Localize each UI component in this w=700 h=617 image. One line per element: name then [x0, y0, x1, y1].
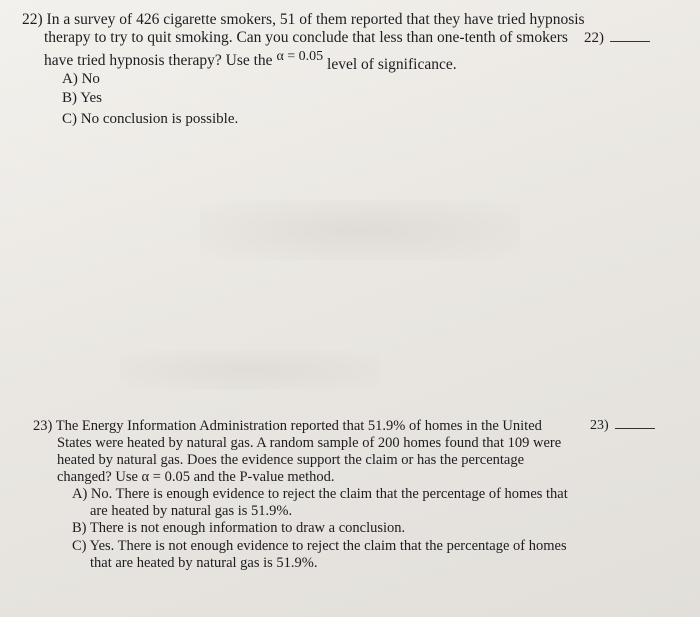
q23-line-1	[33, 418, 561, 435]
q22-choice-a[interactable]: A) No	[62, 71, 100, 87]
q23-line-3	[57, 452, 561, 469]
q23-answer-slot	[590, 418, 655, 434]
q23-text-3: heated by natural gas. Does the evidence support the claim or has the percentage	[57, 452, 525, 468]
q22-text-2: therapy to try to quit smoking. Can you conclude that less than one-tenth of smokers	[44, 29, 568, 46]
q23-choice-a-line-1: A) No. There is enough evidence to reject the claim that the percentage of homes that	[72, 486, 568, 502]
q23-choice-a[interactable]	[72, 486, 568, 520]
bleed-through-smudge	[200, 200, 520, 260]
q23-choice-c[interactable]	[72, 538, 567, 572]
q23-choice-c-line-1: C) Yes. There is not enough evidence to reject the claim that the percentage of homes	[72, 538, 567, 554]
q22-number: 22)	[22, 11, 43, 28]
q23-text-2: States were heated by natural gas. A random sample of 200 homes found that 109 were	[57, 435, 562, 451]
q22-text-3a: have tried hypnosis therapy? Use the	[44, 52, 273, 69]
q23-answer-label: 23)	[590, 418, 609, 433]
q23-choice-a-line-2: are heated by natural gas is 51.9%.	[90, 503, 293, 519]
q23-choice-c-line-2: that are heated by natural gas is 51.9%.	[90, 555, 318, 571]
bleed-through-smudge-2	[120, 350, 380, 390]
q22-line-1	[22, 11, 585, 28]
q23-line-4	[57, 469, 561, 486]
q22-text-1: In a survey of 426 cigarette smokers, 51 of them reported that they have tried hypnosis	[46, 11, 585, 28]
q23-number: 23)	[33, 418, 53, 434]
q22-answer-label: 22)	[584, 30, 604, 46]
q22-line-3	[44, 49, 585, 73]
q23-text-4: changed? Use α = 0.05 and the P-value method.	[57, 469, 335, 485]
q23-choice-b[interactable]	[72, 520, 405, 537]
q22-choice-b[interactable]: B) Yes	[62, 90, 103, 106]
q23-text-1: The Energy Information Administration reported that 51.9% of homes in the United	[55, 418, 542, 434]
q22-line-2	[44, 29, 585, 46]
q22-answer-slot	[584, 30, 650, 47]
q22-answer-blank[interactable]	[610, 40, 650, 42]
question-22	[22, 11, 585, 73]
question-23	[33, 418, 561, 486]
q22-choice-c[interactable]: C) No conclusion is possible.	[62, 111, 239, 127]
q23-answer-blank[interactable]	[615, 427, 655, 429]
q23-choice-b-line-1: B) There is not enough information to draw a conclusion.	[72, 520, 406, 536]
q22-alpha: α = 0.05	[276, 49, 324, 64]
q22-text-3b: level of significance.	[327, 56, 457, 73]
q23-line-2	[57, 435, 561, 452]
